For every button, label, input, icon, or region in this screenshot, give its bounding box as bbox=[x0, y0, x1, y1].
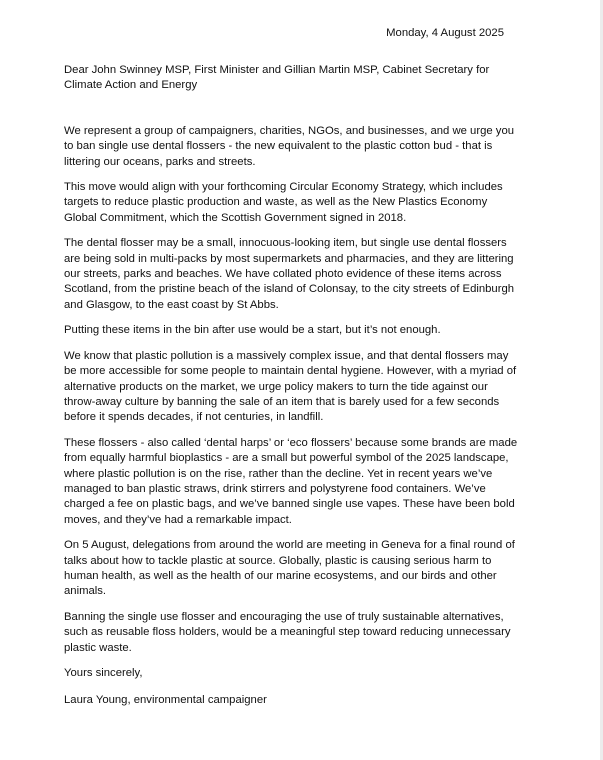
paragraph-7: On 5 August, delegations from around the world are meeting in Geneva for a final round of talks about how to tackle plastic at source. Globally, plastic is causing serious harm to human health, as well as the health of our marine ecosystems, and our birds and other animals. bbox=[64, 539, 515, 598]
paragraph-5: We know that plastic pollution is a massively complex issue, and that dental flossers may be more accessible for some people to maintain dental hygiene. However, with a myriad of alternative products on the market, we urge policy makers to turn the tide against our throw-away culture by banning the sale of an item that is barely used for a few seconds before it spends decades, if not centuries, in landfill. bbox=[64, 349, 517, 424]
letter-date: Monday, 4 August 2025 bbox=[386, 27, 504, 39]
paragraph-3: The dental flosser may be a small, innocuous-looking item, but single use dental flossers are being sold in multi-packs by most supermarkets and pharmacies, and they are littering our streets, parks and beaches. We have collated photo evidence of these items across Scotland, from the pristine beach of the island of Colonsay, to the city streets of Edinburgh and Glasgow, to the east coast by St Abbs. bbox=[64, 237, 515, 311]
paragraph-2: This move would align with your forthcoming Circular Economy Strategy, which includes targets to reduce plastic production and waste, as well as the New Plastics Economy Global Commitment, which the Scottish Government signed in 2018. bbox=[64, 181, 503, 224]
paragraph-1: We represent a group of campaigners, charities, NGOs, and businesses, and we urge you to ban single use dental flossers - the new equivalent to the plastic cotton bud - that is littering our oceans, parks and streets. bbox=[64, 124, 515, 168]
signature: Laura Young, environmental campaigner bbox=[64, 694, 267, 707]
paragraph-4: Putting these items in the bin after use would be a start, but it’s not enough. bbox=[64, 324, 441, 337]
letter-body bbox=[64, 63, 520, 709]
salutation: Dear John Swinney MSP, First Minister and Gillian Martin MSP, Cabinet Secretary for Climate Action and Energy bbox=[64, 64, 490, 92]
closing: Yours sincerely, bbox=[64, 667, 143, 679]
paragraph-8: Banning the single use flosser and encouraging the use of truly sustainable alternatives, such as reusable floss holders, would be a meaningful step toward reducing unnecessary plastic waste. bbox=[64, 610, 511, 654]
paragraph-6: These flossers - also called ‘dental harps’ or ‘eco flossers’ because some brands are made from equally harmful bioplastics - are a small but powerful symbol of the 2025 landscape, where plastic pollution is on the rise, rather than the decline. Yet in recent years we’ve managed to ban plastic straws, drink stirrers and polystyrene food containers. We’ve charged a fee on plastic bags, and we’ve banned single use vapes. These have been bold moves, and they’ve had a remarkable impact. bbox=[64, 436, 518, 526]
